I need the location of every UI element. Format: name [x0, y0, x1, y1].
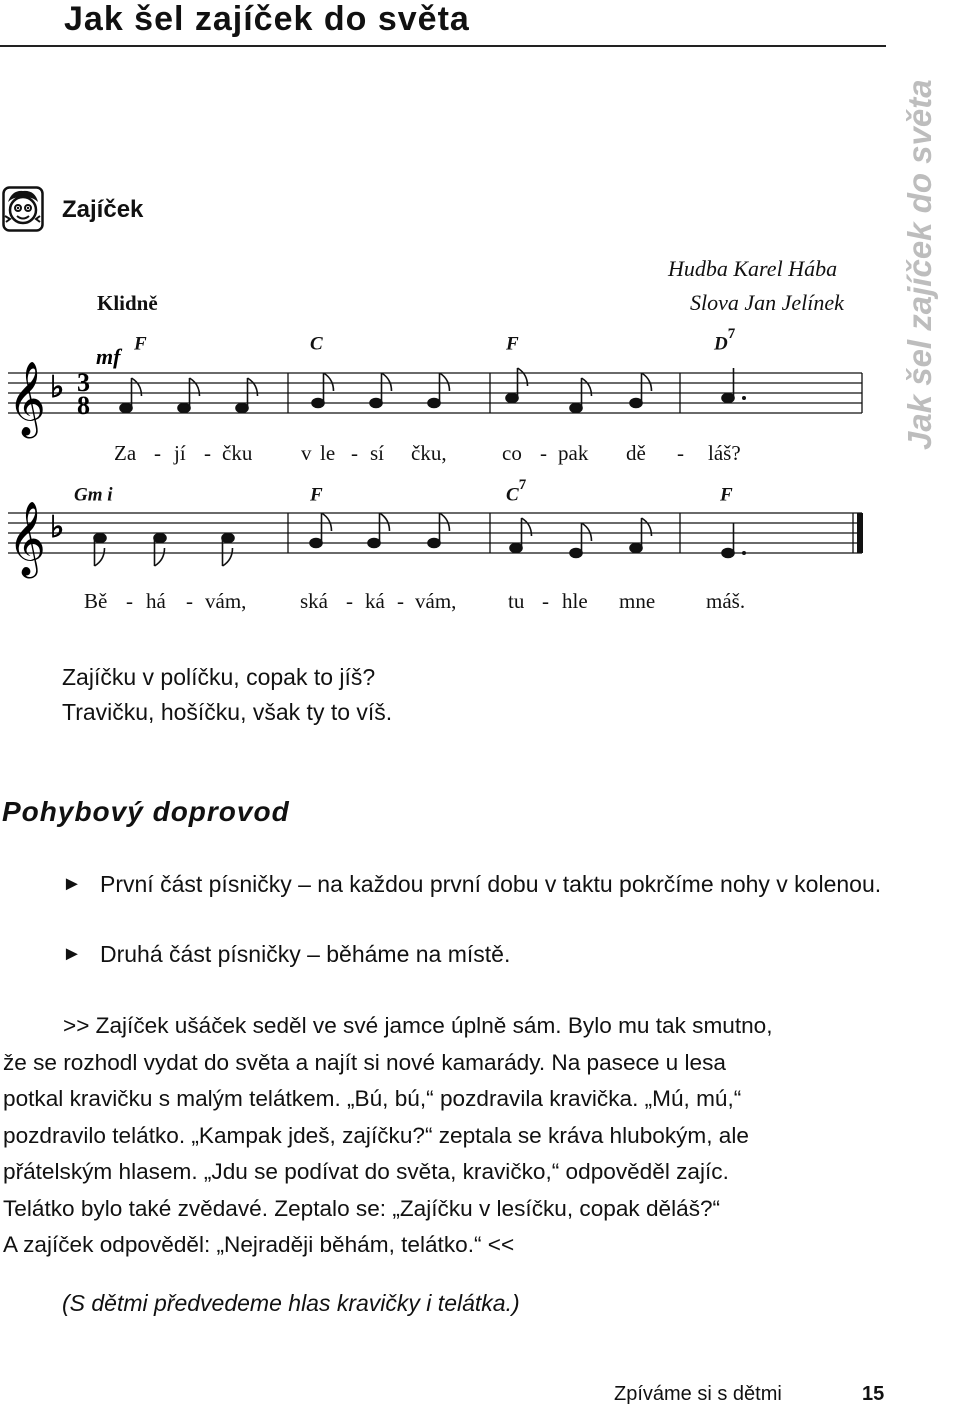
- story-text: [3, 1008, 893, 1264]
- lyric-syllable: Bě: [84, 589, 108, 613]
- note: [310, 513, 332, 548]
- music-credit: Hudba Karel Hába: [668, 256, 838, 281]
- flat-icon: ♭: [50, 511, 65, 544]
- chord: $C^7$: [506, 477, 527, 506]
- lyric-hyphen: -: [154, 441, 161, 465]
- arrow-right-icon: ►: [62, 943, 82, 965]
- note: [154, 534, 166, 567]
- arrow-right-icon: ►: [62, 873, 82, 895]
- lyric-syllable: mne: [619, 589, 656, 613]
- time-signature-bottom: 8: [77, 391, 90, 420]
- notes-line-2: [94, 513, 746, 566]
- story-line: pozdravilo telátko. „Kampak jdeš, zajíčku?“ zeptala se kráva hlubokým, ale: [3, 1122, 749, 1148]
- side-title: Jak šel zajíček do světa: [901, 79, 938, 450]
- time-signature-top: 3: [77, 368, 90, 397]
- lyrics-credit: Slova Jan Jelínek: [690, 290, 844, 315]
- title-rule: [0, 45, 886, 47]
- verse-line: Travičku, hošíčku, však ty to víš.: [62, 699, 393, 725]
- lyric-hyphen: -: [542, 589, 549, 613]
- note: [722, 523, 746, 558]
- lyric-hyphen: -: [677, 441, 684, 465]
- chord: C: [310, 333, 323, 355]
- movement-item: [62, 938, 892, 973]
- lyric-syllable: jí: [174, 441, 186, 465]
- lyric-syllable: vám,: [415, 589, 457, 613]
- movement-item-text: Druhá část písničky – běháme na místě.: [100, 941, 511, 967]
- lyric-syllable: há: [146, 589, 166, 613]
- dynamics-mark: mf: [96, 344, 121, 369]
- lyric-hyphen: -: [126, 589, 133, 613]
- footer-text: Zpíváme si s dětmi: [614, 1383, 782, 1405]
- treble-clef-icon: 𝄞: [8, 363, 46, 434]
- lyric-syllable: le: [320, 441, 336, 465]
- lyric-syllable: co: [502, 441, 522, 465]
- sheet-music: [0, 320, 885, 620]
- story-line: přátelským hlasem. „Jdu se podívat do světa, kravičko,“ odpověděl zajíc.: [3, 1159, 729, 1184]
- chord: F: [310, 484, 323, 506]
- flat-icon: ♭: [50, 371, 65, 404]
- chord: F: [720, 484, 733, 506]
- note: [428, 513, 450, 548]
- second-verse: [62, 660, 392, 730]
- note: [630, 373, 652, 408]
- lyric-syllable: pak: [558, 441, 589, 465]
- chord: F: [506, 333, 519, 355]
- note: [312, 373, 334, 408]
- story-line: potkal kravičku s malým telátkem. „Bú, bú,“ pozdravila kravička. „Mú, mú,“: [3, 1086, 742, 1111]
- lyric-hyphen: -: [186, 589, 193, 613]
- movement-item-text: První část písničky – na každou první dobu v taktu pokrčíme nohy v kolenou.: [100, 871, 882, 897]
- lyric-syllable: dě: [626, 441, 646, 465]
- note: [370, 373, 392, 408]
- lyric-syllable: tu: [508, 589, 525, 613]
- section-heading: Pohybový doprovod: [2, 796, 290, 827]
- verse-line: Zajíčku v políčku, copak to jíš?: [62, 664, 376, 690]
- movement-item: [62, 868, 892, 938]
- story-line: že se rozhodl vydat do světa a najít si nové kamarády. Na pasece u lesa: [3, 1049, 726, 1075]
- chord: $D^7$: [714, 326, 736, 355]
- activity-note: (S dětmi předvedeme hlas kravičky i telátka.): [62, 1290, 520, 1316]
- note: [94, 534, 106, 567]
- treble-clef-icon: 𝄞: [8, 503, 46, 574]
- lyric-hyphen: -: [397, 589, 404, 613]
- lyric-syllable: láš?: [708, 441, 741, 465]
- lyric-syllable: ská: [300, 589, 328, 613]
- chord: F: [134, 333, 147, 355]
- story-line: Telátko bylo také zvědavé. Zeptalo se: „Zajíčku v lesíčku, copak děláš?“: [3, 1195, 721, 1221]
- lyric-syllable: vám,: [205, 589, 247, 613]
- tempo-marking: Klidně: [97, 291, 158, 315]
- lyric-syllable: ká: [365, 589, 385, 613]
- page-title: Jak šel zajíček do světa: [64, 0, 470, 38]
- lyric-syllable: v: [301, 441, 312, 465]
- lyric-syllable: čku: [222, 441, 253, 465]
- lyric-syllable: čku,: [411, 441, 447, 465]
- note: [368, 513, 390, 548]
- lyric-hyphen: -: [540, 441, 547, 465]
- lyric-syllable: hle: [562, 589, 588, 613]
- story-line: >> Zajíček ušáček seděl ve své jamce úplně sám. Bylo mu tak smutno,: [63, 1013, 773, 1038]
- lyric-syllable: Za: [114, 441, 137, 465]
- lyric-hyphen: -: [351, 441, 358, 465]
- chord: Gm i: [74, 484, 113, 506]
- lyric-syllable: sí: [370, 441, 385, 465]
- page-number: 15: [862, 1383, 885, 1405]
- note: [222, 534, 234, 567]
- lyric-syllable: máš.: [706, 589, 746, 613]
- note: [570, 523, 592, 558]
- lyric-hyphen: -: [204, 441, 211, 465]
- note: [428, 373, 450, 408]
- notes-line-1: [120, 368, 746, 413]
- child-face-icon: [2, 186, 44, 232]
- lyric-hyphen: -: [346, 589, 353, 613]
- song-title: Zajíček: [62, 196, 144, 223]
- story-line: A zajíček odpověděl: „Nejraději běhám, telátko.“ <<: [3, 1232, 515, 1257]
